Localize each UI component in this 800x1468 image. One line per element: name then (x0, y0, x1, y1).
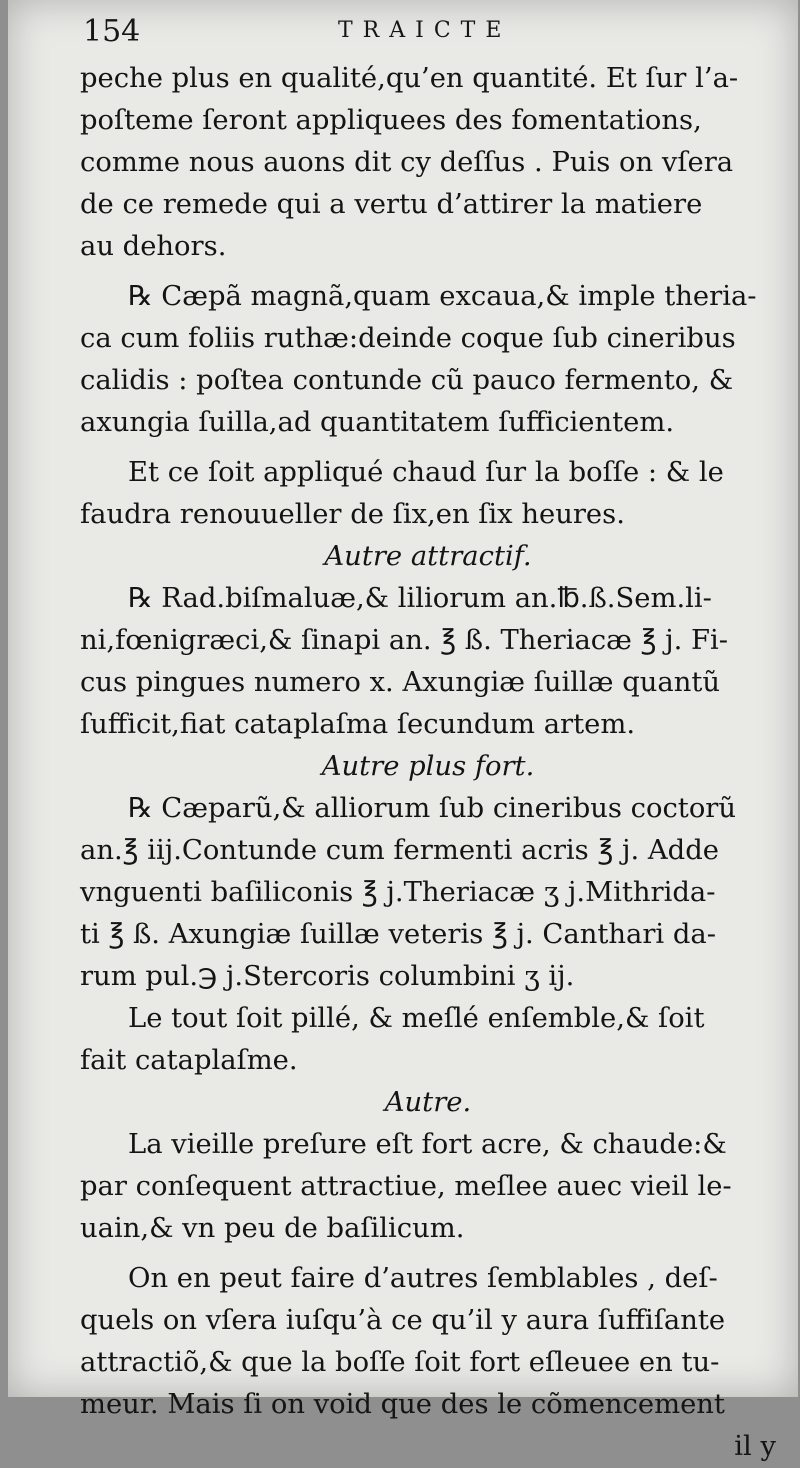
text-line: fait cataplaſme. (80, 1045, 298, 1076)
running-title: TRAICTE (338, 18, 512, 43)
text-line: comme nous auons dit cy deſſus . Puis on vſera (80, 147, 734, 178)
recipe-line: ℞ Rad.biſmaluæ,& liliorum an.℔.ß.Sem.li- (128, 583, 712, 614)
text-line: ca cum foliis ruthæ:deinde coque ſub cineribus (80, 323, 736, 354)
text-line: ti ℥ ß. Axungiæ ſuillæ veteris ℥ j. Canthari da- (80, 919, 717, 950)
text-line: faudra renouueller de ſix,en ſix heures. (80, 499, 625, 530)
text-line: calidis : poſtea contunde cũ pauco fermento, & (80, 365, 734, 396)
text-line: ni,fœnigræci,& ſinapi an. ℥ ß. Theriacæ ℥ j. Fi- (80, 625, 729, 656)
book-page (8, 0, 798, 1462)
text-line: uain,& vn peu de baſilicum. (80, 1213, 465, 1244)
text-line: Le tout ſoit pillé, & meſlé enſemble,& ſoit (128, 1003, 705, 1034)
section-heading: Autre. (384, 1087, 472, 1118)
text-line: quels on vſera iuſqu’à ce qu’il y aura ſuffiſante (80, 1305, 726, 1336)
text-line: au dehors. (80, 231, 227, 262)
section-heading: Autre attractif. (324, 541, 532, 572)
text-line: peche plus en qualité,qu’en quantité. Et ſur l’a- (80, 63, 739, 94)
page-header (8, 14, 798, 54)
body-text (80, 58, 776, 1468)
text-line: attractiõ,& que la boſſe ſoit fort eſleuee en tu- (80, 1347, 720, 1378)
text-line: de ce remede qui a vertu d’attirer la matiere (80, 189, 703, 220)
text-line: La vieille preſure eſt fort acre, & chaude:& (128, 1129, 727, 1160)
catchword: il y (734, 1431, 776, 1462)
text-line: meur. Mais ſi on void que des le cõmencement (80, 1389, 725, 1420)
text-line: rum pul.℈ j.Stercoris columbini ʒ ij. (80, 961, 575, 992)
text-line: axungia ſuilla,ad quantitatem ſufficientem. (80, 407, 675, 438)
text-line: cus pingues numero x. Axungiæ ſuillæ quantũ (80, 667, 721, 698)
text-line: poſteme ſeront appliquees des fomentations, (80, 105, 702, 136)
page-number: 154 (83, 14, 141, 49)
text-line: par conſequent attractiue, meſlee auec vieil le- (80, 1171, 732, 1202)
text-line: Et ce ſoit appliqué chaud ſur la boſſe : & le (128, 457, 724, 488)
text-line: ſufficit,fiat cataplaſma ſecundum artem. (80, 709, 636, 740)
section-heading: Autre plus fort. (321, 751, 535, 782)
text-line: vnguenti baſiliconis ℥ j.Theriacæ ʒ j.Mithrida- (80, 877, 716, 908)
recipe-line: ℞ Cæpã magnã,quam excaua,& imple theria- (128, 281, 757, 312)
recipe-line: ℞ Cæparũ,& alliorum ſub cineribus coctorũ (128, 793, 737, 824)
text-line: On en peut faire d’autres ſemblables , deſ- (128, 1263, 718, 1294)
text-line: an.℥ iij.Contunde cum fermenti acris ℥ j. Adde (80, 835, 719, 866)
